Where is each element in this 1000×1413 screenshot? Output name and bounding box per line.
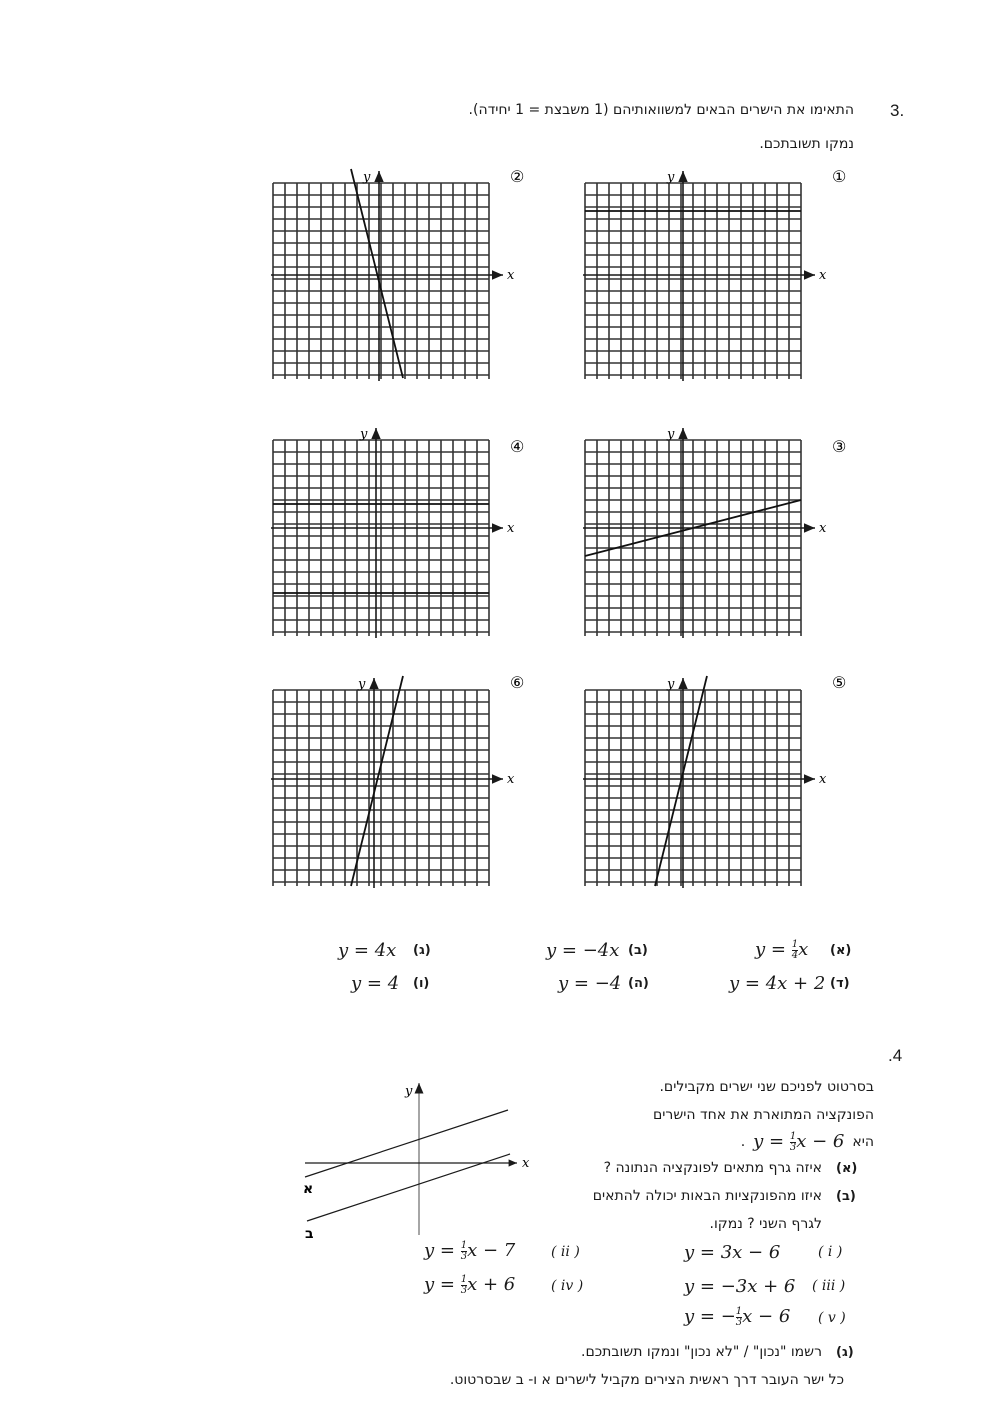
option-d-letter: (ד) xyxy=(830,976,850,991)
graph-line xyxy=(351,676,403,886)
x-axis-label: x xyxy=(819,521,827,536)
option-a-equation: y = $\frac{1}{4}$ x xyxy=(755,938,809,961)
y-axis-label: y xyxy=(358,677,366,692)
label-a: א xyxy=(303,1181,314,1197)
graph-2 xyxy=(271,167,524,381)
option-b-letter: (ב) xyxy=(628,943,648,958)
graph-number-label: ⑥ xyxy=(510,673,525,692)
q4-part-c-letter: (ג) xyxy=(836,1345,854,1360)
q4-y-axis-label: y xyxy=(405,1084,413,1099)
option-e-letter: (ה) xyxy=(628,976,649,991)
option-a-letter: (א) xyxy=(830,943,852,958)
graph-number-label: ① xyxy=(832,167,847,186)
option-d-equation: y = 4x + 2 xyxy=(729,973,826,994)
choice-iv-tag: ( iv ) xyxy=(551,1278,584,1294)
y-axis-label: y xyxy=(667,677,675,692)
x-axis-label: x xyxy=(507,268,515,283)
q4-given-function: היא y = $\frac{1}{3}$ x − 6 . xyxy=(740,1130,874,1153)
q4-part-c: רשמו "נכון" / "לא נכון" ונמקו תשובתכם. xyxy=(581,1344,822,1360)
y-axis-label: y xyxy=(363,170,371,185)
graph-4 xyxy=(271,427,524,638)
option-e-equation: y = −4 xyxy=(558,973,622,994)
q4-line-1: בסרטוט לפניכם שני ישרים מקבילים. xyxy=(659,1079,874,1095)
x-axis-label: x xyxy=(507,521,515,536)
graph-6 xyxy=(271,673,524,888)
q4-part-c-statement: כל ישר העובר דרך ראשית הצירים מקביל לישרים א ו- ב שבסרטוט. xyxy=(449,1372,844,1388)
question-4-number: .4 xyxy=(888,1046,903,1065)
choice-iii-equation: y = −3x + 6 xyxy=(684,1276,796,1297)
option-b-equation: y = −4x xyxy=(546,940,620,961)
graph-number-label: ④ xyxy=(510,437,525,456)
choice-i-tag: ( i ) xyxy=(818,1244,843,1260)
choice-v-equation: y = − $\frac{1}{3}$ x − 6 xyxy=(684,1305,791,1328)
y-axis-label: y xyxy=(360,427,368,442)
graph-5 xyxy=(583,673,846,888)
choice-iv-equation: y = $\frac{1}{3}$ x + 6 xyxy=(424,1273,516,1296)
line-b xyxy=(307,1154,510,1221)
q4-line-3: היא xyxy=(852,1133,874,1150)
q4-part-b-line-2: לגרף השני ? נמקו. xyxy=(709,1216,822,1232)
graph-1 xyxy=(583,167,846,381)
label-b: ב xyxy=(305,1226,314,1242)
choice-iii-tag: ( iii ) xyxy=(812,1278,846,1294)
q4-line-2: הפונקציה המתוארת את אחד הישרים xyxy=(653,1107,874,1123)
x-axis-label: x xyxy=(819,268,827,283)
line-a xyxy=(305,1110,508,1177)
y-axis-label: y xyxy=(667,427,675,442)
choice-i-equation: y = 3x − 6 xyxy=(684,1242,781,1263)
q4-part-a-letter: (א) xyxy=(836,1161,858,1176)
option-f-equation: y = 4 xyxy=(351,973,400,994)
x-axis-label: x xyxy=(819,772,827,787)
graph-3 xyxy=(583,427,846,638)
choice-ii-equation: y = $\frac{1}{3}$ x − 7 xyxy=(424,1239,516,1262)
graph-number-label: ⑤ xyxy=(832,673,847,692)
option-f-letter: (ו) xyxy=(413,976,430,991)
q4-part-b-letter: (ב) xyxy=(836,1189,856,1204)
q4-given-equation: y = $\frac{1}{3}$ x − 6 xyxy=(753,1130,845,1153)
choice-v-tag: ( v ) xyxy=(818,1310,846,1326)
q4-part-a: איזה גרף מתאים לפונקציה הנתונה ? xyxy=(603,1160,822,1176)
graph-number-label: ② xyxy=(510,167,525,186)
question-3-reason: נמקו תשובתכם. xyxy=(759,136,854,152)
question-3-instruction: התאימו את הישרים הבאים למשוואותיהם (1 משבצת = 1 יחידה). xyxy=(468,102,854,118)
graph-line xyxy=(351,169,403,378)
x-axis-label: x xyxy=(507,772,515,787)
q4-x-axis-label: x xyxy=(522,1156,530,1171)
graph-number-label: ③ xyxy=(832,437,847,456)
choice-ii-tag: ( ii ) xyxy=(551,1244,580,1260)
q4-parallel-lines-diagram xyxy=(295,1075,540,1245)
question-3-number: 3. xyxy=(890,101,905,120)
option-c-equation: y = 4x xyxy=(338,940,397,961)
option-c-letter: (ג) xyxy=(413,943,431,958)
q4-part-b-line-1: איזו מהפונקציות הבאות יכולה להתאים xyxy=(592,1188,822,1204)
y-axis-label: y xyxy=(667,170,675,185)
